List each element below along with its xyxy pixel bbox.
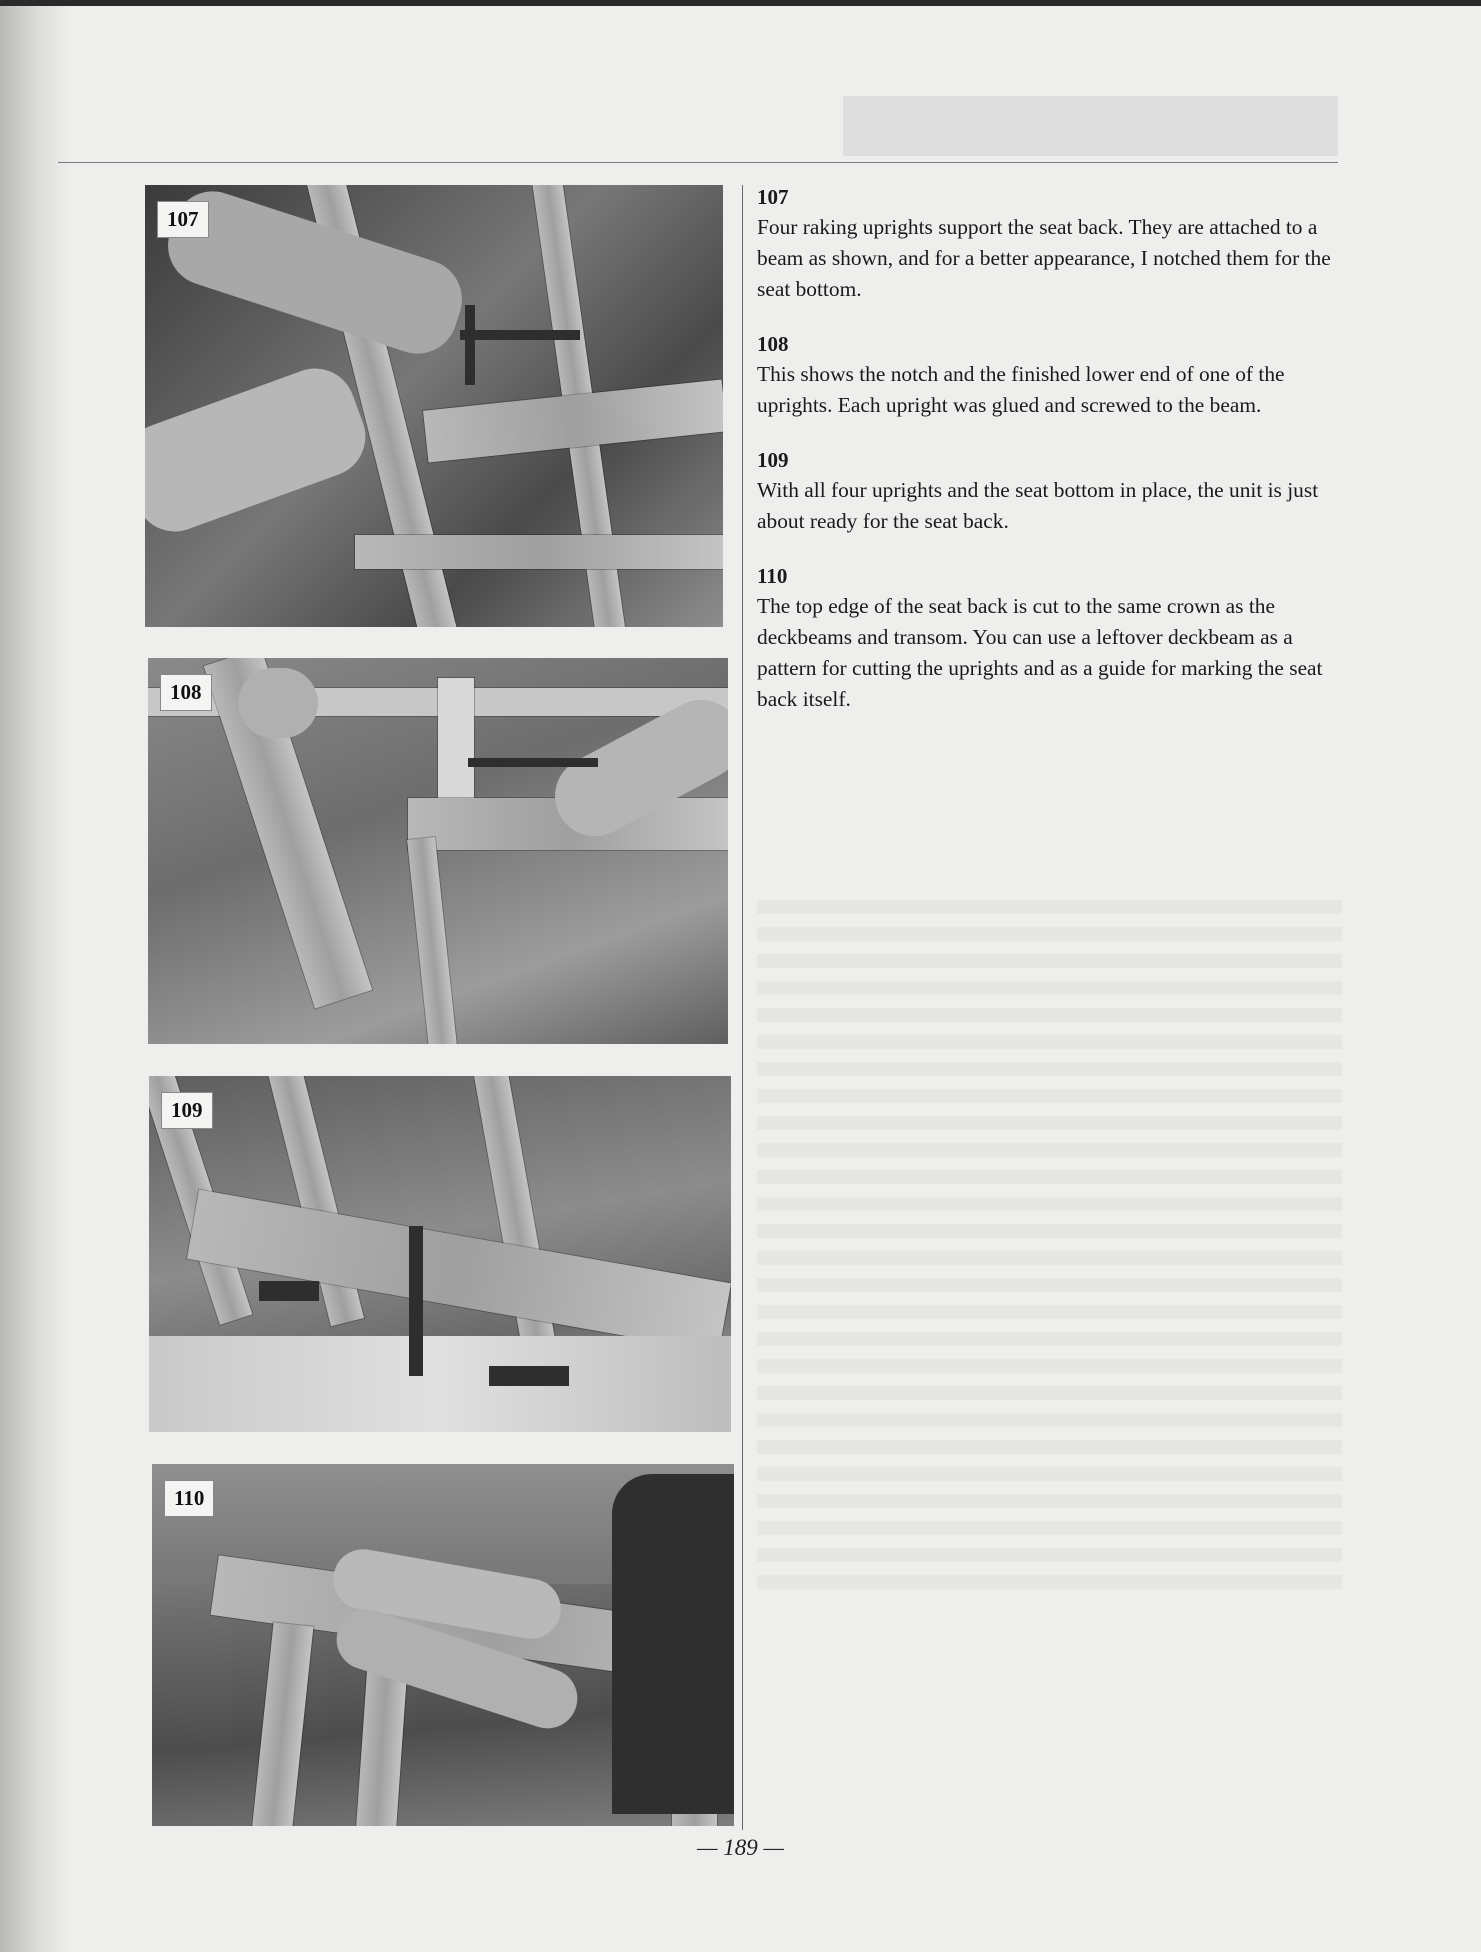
caption-108 — [757, 329, 1342, 421]
captions-column — [757, 182, 1342, 739]
figure-label: 110 — [164, 1480, 214, 1517]
photo-110 — [152, 1464, 734, 1826]
photo-109 — [149, 1076, 731, 1432]
caption-text: Four raking uprights support the seat back. They are attached to a beam as shown, and for a better appearance, I notched them for the seat bottom. — [757, 215, 1331, 301]
caption-107 — [757, 182, 1342, 305]
page-top-edge — [0, 0, 1481, 6]
photo-108 — [148, 658, 728, 1044]
caption-number: 108 — [757, 332, 789, 356]
caption-109 — [757, 445, 1342, 537]
page-number: — 189 — — [697, 1835, 784, 1860]
header-band — [843, 96, 1338, 156]
caption-text: With all four uprights and the seat bottom in place, the unit is just about ready for the seat back. — [757, 478, 1319, 533]
column-divider — [742, 185, 743, 1830]
header-rule — [58, 162, 1338, 163]
caption-number: 109 — [757, 448, 789, 472]
caption-number: 107 — [757, 185, 789, 209]
caption-text: This shows the notch and the finished lower end of one of the uprights. Each upright was glued and screwed to the beam. — [757, 362, 1285, 417]
bleed-through-texture — [757, 900, 1342, 1600]
figure-label: 108 — [160, 674, 212, 711]
figure-label: 109 — [161, 1092, 213, 1129]
caption-number: 110 — [757, 564, 788, 588]
figure-label: 107 — [157, 201, 209, 238]
caption-110 — [757, 561, 1342, 715]
photo-107 — [145, 185, 723, 627]
caption-text: The top edge of the seat back is cut to the same crown as the deckbeams and transom. You can use a leftover deckbeam as a pattern for cutting the uprights and as a guide for marking the seat back itself. — [757, 594, 1323, 711]
page-gutter-shadow — [0, 0, 70, 1952]
